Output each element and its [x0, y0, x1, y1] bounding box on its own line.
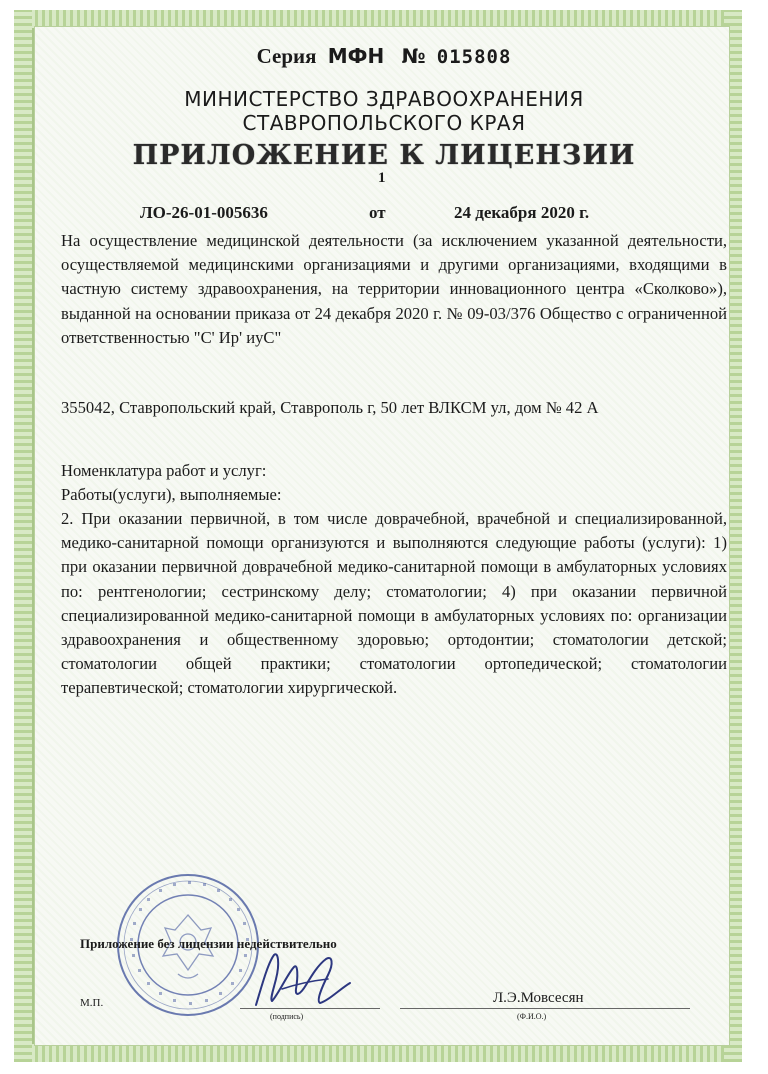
works-label: Работы(услуги), выполняемые:: [61, 485, 282, 504]
series-number: 015808: [436, 46, 512, 68]
name-caption: (Ф.И.О.): [517, 1012, 547, 1021]
license-number: ЛО-26-01-005636: [140, 203, 268, 222]
nomenclature-heading: Номенклатура работ и услуг:: [61, 461, 267, 480]
ministry-line-2: СТАВРОПОЛЬСКОГО КРАЯ: [242, 111, 526, 135]
signatory-name: Л.Э.Мовсесян: [493, 990, 584, 1006]
ministry-line-1: МИНИСТЕРСТВО ЗДРАВООХРАНЕНИЯ: [184, 87, 584, 111]
license-from-label: от: [369, 203, 386, 222]
series-line: [0, 44, 768, 69]
handwritten-signature: [248, 945, 358, 1015]
document-title: ПРИЛОЖЕНИЕ К ЛИЦЕНЗИИ: [132, 140, 636, 171]
seal-place-label: М.П.: [80, 997, 104, 1009]
series-label: Серия: [256, 44, 317, 68]
series-code: МФН: [327, 44, 385, 68]
signature-caption: (подпись): [270, 1012, 304, 1021]
address-text: 355042, Ставропольский край, Ставрополь г, 50 лет ВЛКСМ ул, дом № 42 А: [61, 398, 599, 417]
signature-line: [240, 1008, 380, 1009]
services-text: 2. При оказании первичной, в том числе доврачебной, врачебной и специализированной, медико-санитарной помощи организуются и выполняются следующие работы (услуги): 1) при оказании первичной доврачебной медико-санитарной помощи в амбулаторных условиях по: рентгенологии; сестринскому делу; стоматологии; 4) при оказании первичной специализированной медико-санитарной помощи в амбулаторных условиях по: организации здравоохранения и общественному здоровью; ортодонтии; стоматологии детской; стоматологии общей практики; стоматологии ортопедической; стоматологии терапевтической; стоматологии хирургической.: [61, 509, 727, 698]
number-sign: №: [401, 44, 426, 68]
appendix-number: 1: [378, 170, 386, 186]
decorative-border-bottom: [14, 1044, 742, 1062]
name-line: [400, 1008, 690, 1009]
main-text: На осуществление медицинской деятельности (за исключением указанной деятельности, осуществляемой медицинскими организациями и другими организациями, входящими в частную систему здравоохранения, на территории инновационного центра «Сколково»), выданной на основании приказа от 24 декабря 2020 г. № 09-03/376 Общество с ограниченной ответственностью "С' Ир' иуС": [61, 231, 727, 347]
license-date: 24 декабря 2020 г.: [454, 203, 590, 222]
validity-note: Приложение без лицензии недействительно: [80, 936, 337, 951]
